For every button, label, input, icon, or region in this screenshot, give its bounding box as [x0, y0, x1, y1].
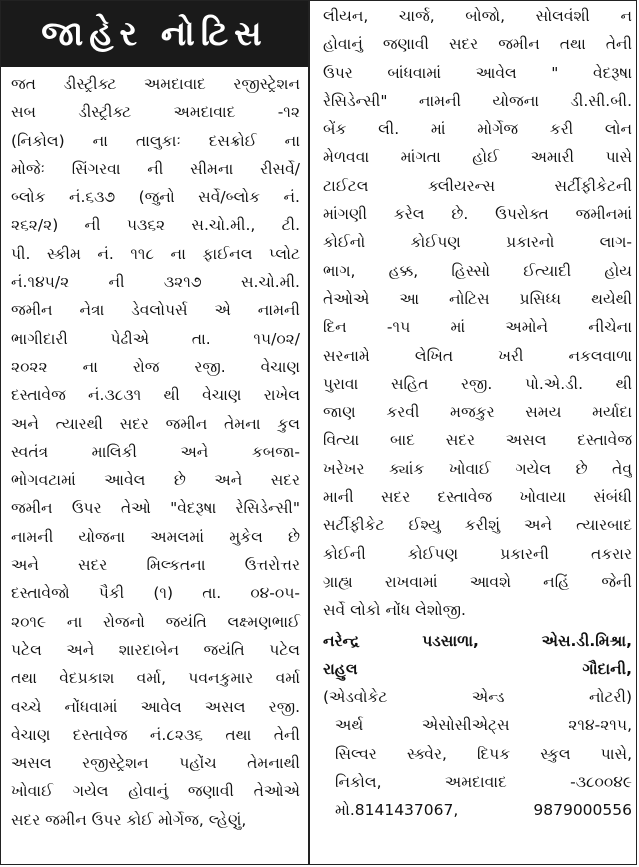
text-line: ભોગવટામાં આવેલ છે અને સદર — [11, 471, 300, 490]
text-line: સર્ટીફીકેટ ઈશ્યુ કરીશું અને ત્યારબાદ — [323, 516, 632, 535]
text-line: જમીન ઉપર તેઓ "વેદરૂષા રેસિડેન્સી" — [11, 499, 300, 518]
text-line: ૨૦૧૯ ના રોજનો જયંતિ લક્ષ્મણભાઈ — [11, 612, 300, 631]
text-line: પટેલ અને શારદાબેન જયંતિ પટેલ — [11, 640, 300, 659]
text-line: દસ્તાવેજ નં.૩૮૩૧ થી વેચાણ રાખેલ — [11, 386, 300, 405]
left-body-text — [1, 67, 308, 834]
text-line: રેસિડેન્સી" નામની યોજના ડી.સી.બી. — [323, 91, 632, 110]
notice-headline: જાહેર નોટિસ — [1, 1, 308, 67]
text-line: ખરેખર ક્યાંક ખોવાઈ ગયેલ છે તેવુ — [323, 459, 632, 478]
text-line: માંગણી કરેલ છે. ઉપરોક્ત જમીનમાં — [323, 205, 632, 224]
text-line: સ્વતંત્ર માલિકી અને કબજા- — [11, 442, 300, 461]
text-line: ૨૦૨૨ ના રોજ રજી. વેચાણ — [11, 357, 300, 376]
text-line: બેંક લી. માં મોર્ગેજ કરી લોન — [323, 120, 632, 139]
address-line-3: નિકોલ, અમદાવાદ -૩૮૦૦૪૯ — [335, 773, 632, 792]
text-line: મેળવવા માંગતા હોઈ અમારી પાસે — [323, 148, 632, 167]
text-line: ૨૬૨/૨) ની ૫૩૬૨ સ.ચો.મી., ટી. — [11, 216, 300, 235]
address-line-1: અર્થ એસોસીએટ્સ ૨૧૪-૨૧૫, — [335, 716, 632, 735]
signature-block — [323, 627, 632, 712]
text-line: વેચાણ દસ્તાવેજ નં.૮૨૩૬ તથા તેની — [11, 725, 300, 744]
text-line: નં.૧૪૫/૨ ની ૩૨૧૭ સ.ચો.મી. — [11, 273, 300, 292]
text-line: હોવાનું જણાવી સદર જમીન તથા તેની — [323, 35, 632, 54]
text-line: કોઈનો કોઈપણ પ્રકારનો લાગ- — [323, 233, 632, 252]
text-line: અને સદર મિલ્કતના ઉત્તરોત્તર — [11, 556, 300, 575]
text-line: વચ્ચે નોંધવામાં આવેલ અસલ રજી. — [11, 697, 300, 716]
text-line: સરનામે લેખિત ખરી નકલવાળા — [323, 346, 632, 365]
address-block — [323, 711, 632, 824]
right-column — [317, 1, 638, 864]
text-line: પી. સ્કીમ નં. ૧૧૮ ના ફાઈનલ પ્લોટ — [11, 244, 300, 263]
text-line: લીયન, ચાર્જ, બોજો, સોલવંશી ન — [323, 7, 632, 25]
designation: (એડવોકેટ એન્ડ નોટરી) — [323, 688, 632, 707]
text-line: તેઓએ આ નોટિસ પ્રસિધ્ધ થયેથી — [323, 289, 632, 308]
left-column — [1, 1, 310, 864]
text-line: ખોવાઈ ગયેલ હોવાનું જણાવી તેઓએ — [11, 782, 300, 801]
text-line: બ્લોક નં.૬૩૭ (જુનો સર્વે/બ્લોક નં. — [11, 188, 300, 207]
text-line: સદર જમીન ઉપર કોઈ મોર્ગેજ, લ્હેણું, — [11, 810, 247, 829]
text-line: જાણ કરવી મજકુર સમય મર્યાદા — [323, 403, 632, 422]
text-line: સબ ડીસ્ટ્રીક્ટ અમદાવાદ -૧૨ — [11, 103, 300, 122]
text-line: (નિકોલ) ના તાલુકાઃ દસક્રોઈ ના — [11, 131, 300, 150]
right-body-text — [323, 1, 632, 625]
text-line: દિન -૧૫ માં અમોને નીચેના — [323, 318, 632, 337]
text-line: વિત્યા બાદ સદર અસલ દસ્તાવેજ — [323, 431, 632, 450]
text-line: કોઈની કોઈપણ પ્રકારની તકરાર — [323, 544, 632, 563]
text-line: જત ડીસ્ટ્રીક્ટ અમદાવાદ રજીસ્ટ્રેશન — [11, 75, 300, 93]
text-line: મોજેઃ સિંગરવા ની સીમના રીસર્વે/ — [11, 159, 300, 178]
text-line: ભાગીદારી પેઢીએ તા. ૧૫/૦૨/ — [11, 329, 300, 348]
text-line: અને ત્યારથી સદર જમીન તેમના કુલ — [11, 414, 300, 433]
text-line: પુરાવા સહિત રજી. પો.એ.ડી. થી — [323, 374, 632, 393]
text-line: ભાગ, હક્ક, હિસ્સો ઈત્યાદી હોય — [323, 261, 632, 280]
text-line: ઉપર બાંધવામાં આવેલ " વેદરૂષા — [323, 63, 632, 82]
text-line: સર્વે લોકો નોંધ લેશોજી. — [323, 601, 466, 620]
text-line: ટાઈટલ ક્લીયરન્સ સર્ટીફીકેટની — [323, 176, 632, 195]
text-line: ગ્રાહ્ય રાખવામાં આવશે નહિં જેની — [323, 572, 632, 591]
text-line: અસલ રજીસ્ટ્રેશન પહોંચ તેમનાથી — [11, 754, 300, 773]
text-line: જમીન નેત્રા ડેવલોપર્સ એ નામની — [11, 301, 300, 320]
text-line: તથા વેદપ્રકાશ વર્મા, પવનકુમાર વર્મા — [11, 669, 300, 688]
signatory-names: નરેન્દ્ર પડસાળા, એસ.ડી.મિશ્રા, — [323, 631, 632, 650]
signatory-name-2: રાહુલ ગૌદાની, — [323, 659, 632, 678]
text-line: નામની યોજના અમલમાં મુકેલ છે — [11, 527, 300, 546]
text-line: દસ્તાવેજો પૈકી (૧) તા. ૦૪-૦૫- — [11, 584, 300, 603]
phone-numbers: મો.8141437067, 9879000556 — [335, 801, 632, 820]
address-line-2: સિલ્વર સ્ક્વેર, દિપક સ્કુલ પાસે, — [335, 744, 632, 763]
text-line: માની સદર દસ્તાવેજ ખોવાયા સંબંધી — [323, 488, 632, 507]
